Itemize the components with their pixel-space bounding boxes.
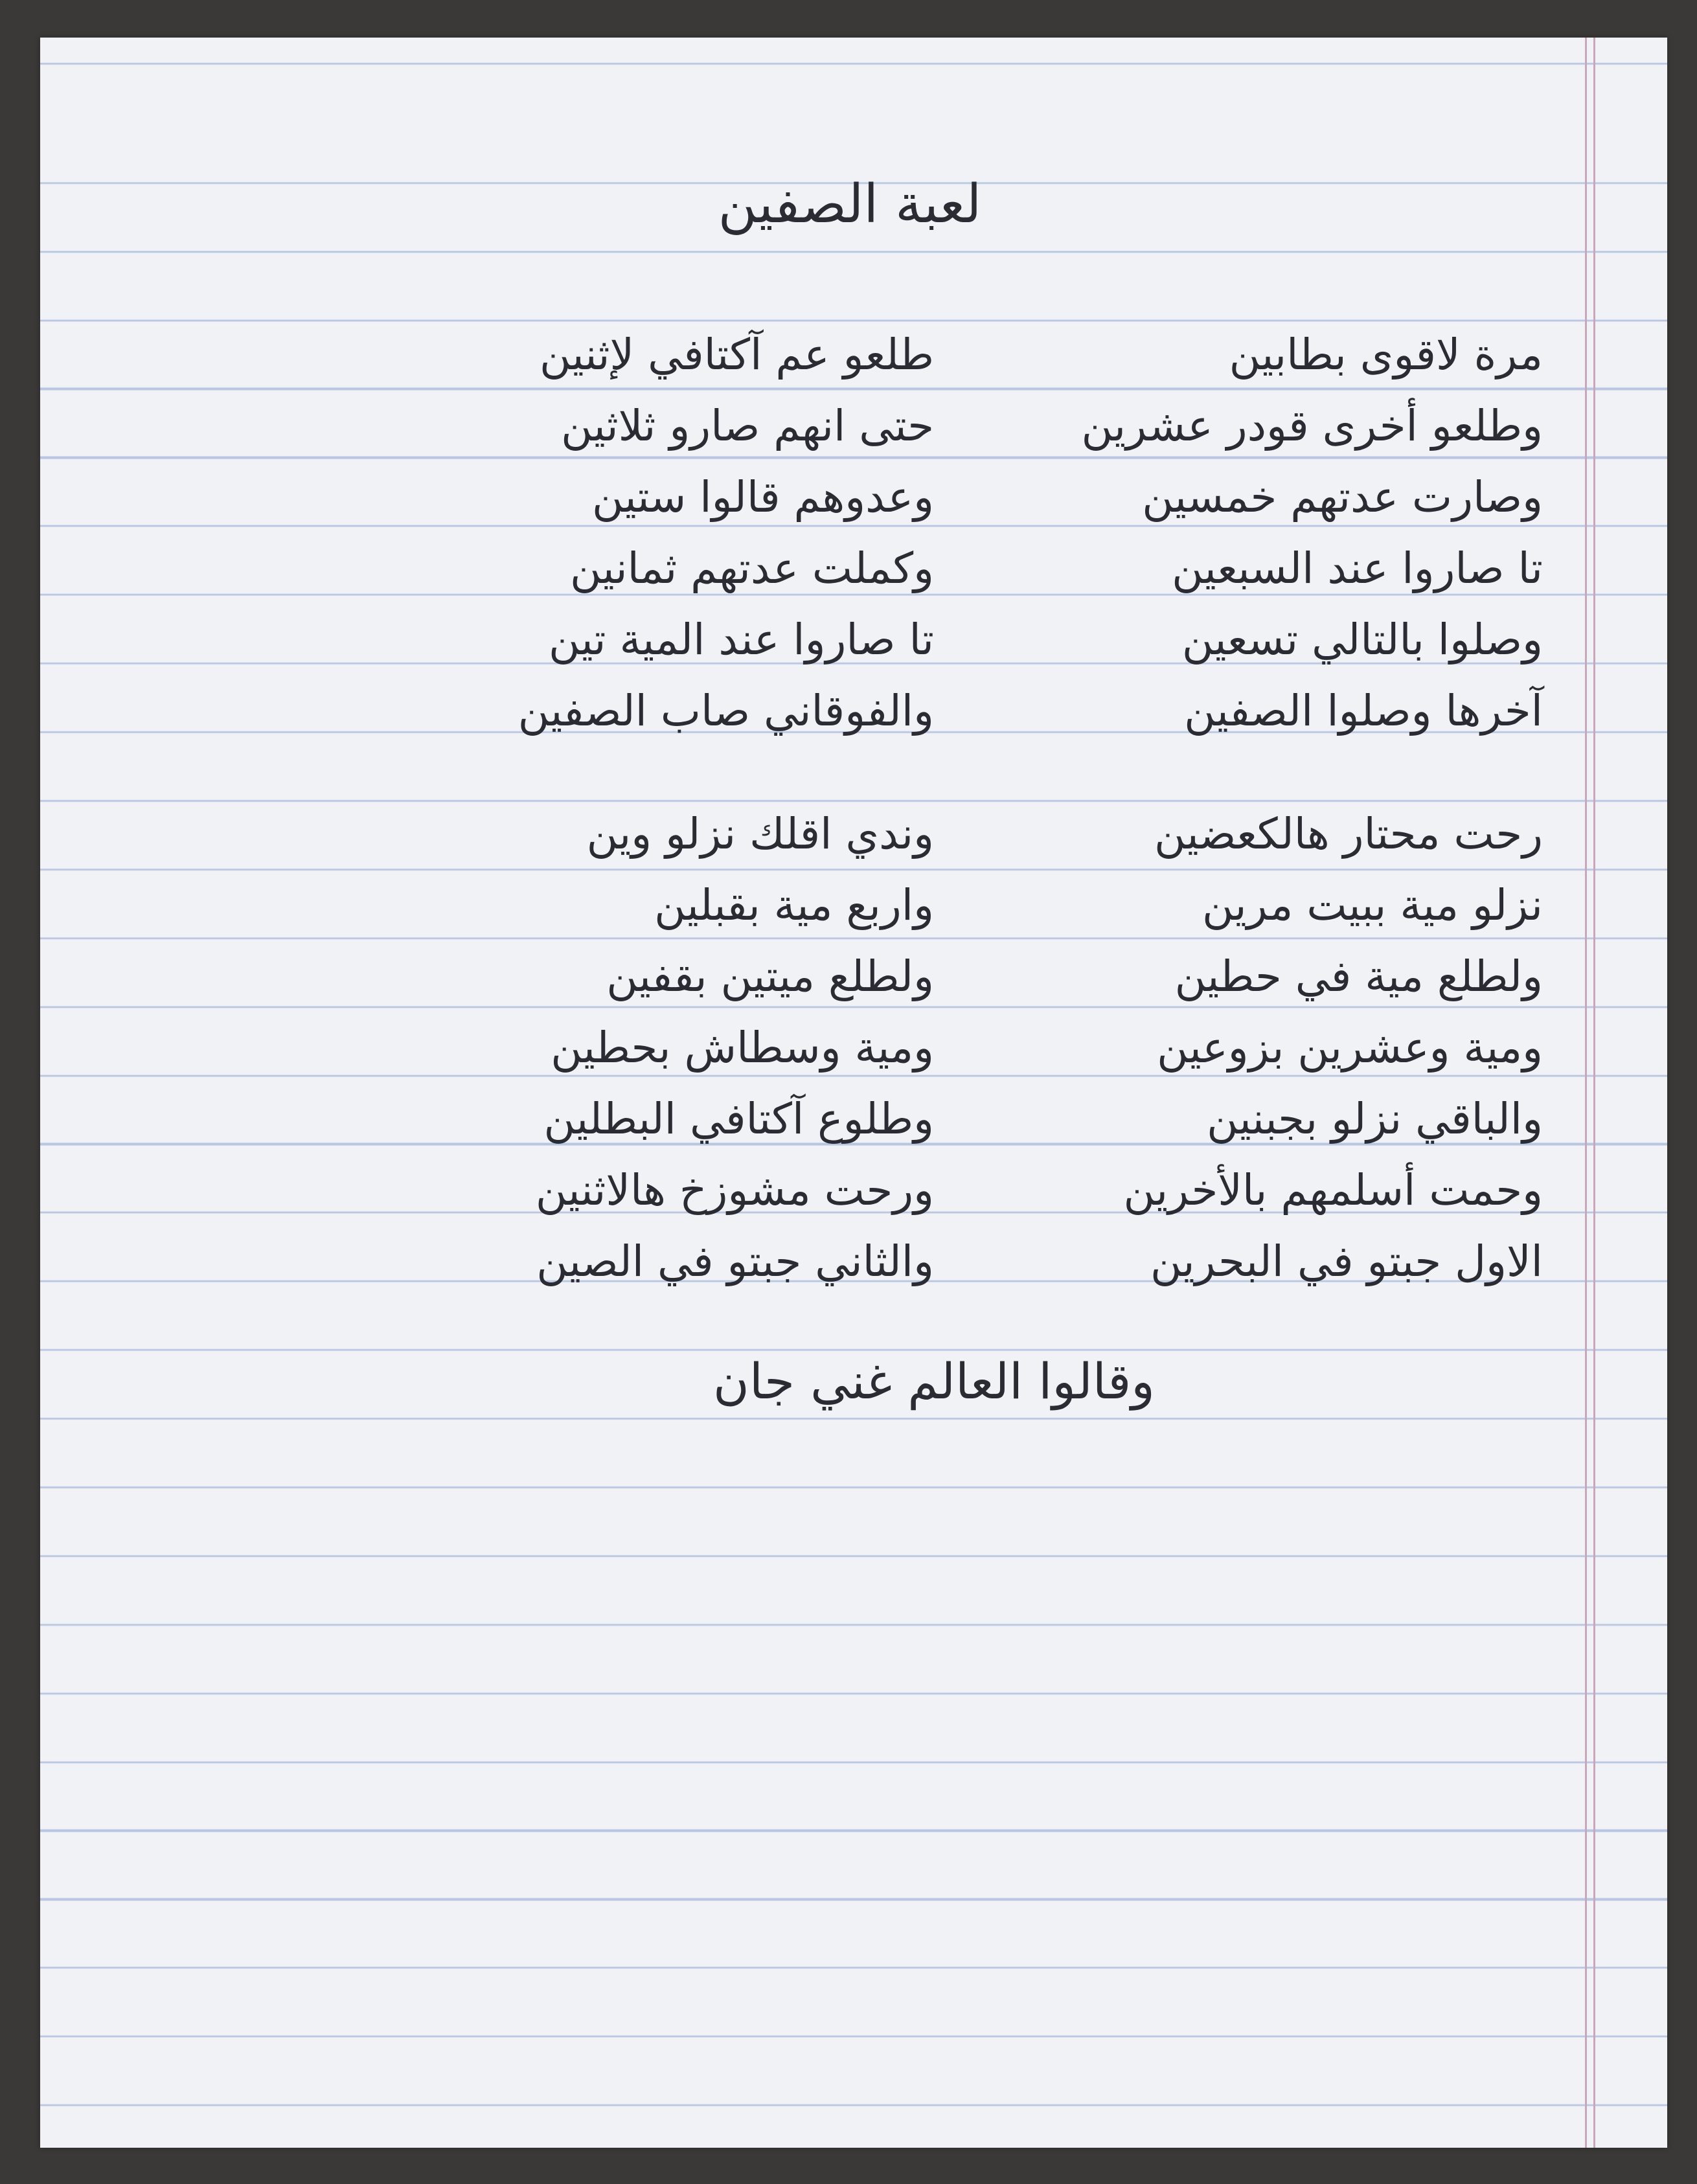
verse-line: وعدوهم قالوا ستين [591, 472, 934, 522]
verse-line: تا صاروا عند المية تين [549, 615, 934, 665]
verse-line: الاول جبتو في البحرين [1150, 1236, 1543, 1286]
verse-line: رحت محتار هالكعضين [1154, 809, 1543, 859]
verse-line: آخرها وصلوا الصفين [1184, 686, 1543, 736]
verse-line: ولطلع ميتين بقفين [606, 951, 934, 1001]
verse-line: والثاني جبتو في الصين [536, 1236, 934, 1286]
verse-line: وصارت عدتهم خمسين [1142, 472, 1543, 522]
margin-rule [1593, 38, 1595, 2148]
verse-line: حتى انهم صارو ثلاثين [561, 401, 934, 451]
verse-line: وطلوع آكتافي البطلين [543, 1094, 934, 1144]
verse-line: مرة لاقوى بطابين [1229, 330, 1543, 380]
verse-line: ولطلع مية في حطين [1174, 951, 1543, 1001]
verse-line: وطلعو أخرى قودر عشرين [1081, 401, 1543, 451]
poem-closing-line: وقالوا العالم غني جان [713, 1352, 1155, 1410]
verse-line: وكملت عدتهم ثمانين [570, 543, 934, 593]
verse-line: وصلوا بالتالي تسعين [1181, 615, 1543, 665]
verse-line: ورحت مشوزخ هالاثنين [535, 1165, 934, 1215]
verse-line: طلعو عم آكتافي لإثنين [540, 330, 934, 380]
verse-line: ومية وعشرين بزوعين [1157, 1023, 1543, 1073]
verse-line: تا صاروا عند السبعين [1172, 543, 1543, 593]
lined-paper-sheet [40, 38, 1667, 2148]
poem-title: لعبة الصفين [718, 174, 982, 235]
verse-line: والباقي نزلو بجبنين [1207, 1094, 1543, 1144]
margin-rule [1585, 38, 1587, 2148]
verse-line: وندي اقلك نزلو وين [586, 809, 934, 859]
verse-line: وحمت أسلمهم بالأخرين [1123, 1165, 1543, 1215]
verse-line: نزلو مية ببيت مرين [1202, 880, 1543, 930]
verse-line: والفوقاني صاب الصفين [518, 686, 934, 736]
verse-line: واربع مية بقبلين [654, 880, 934, 930]
verse-line: ومية وسطاش بحطين [551, 1023, 934, 1073]
